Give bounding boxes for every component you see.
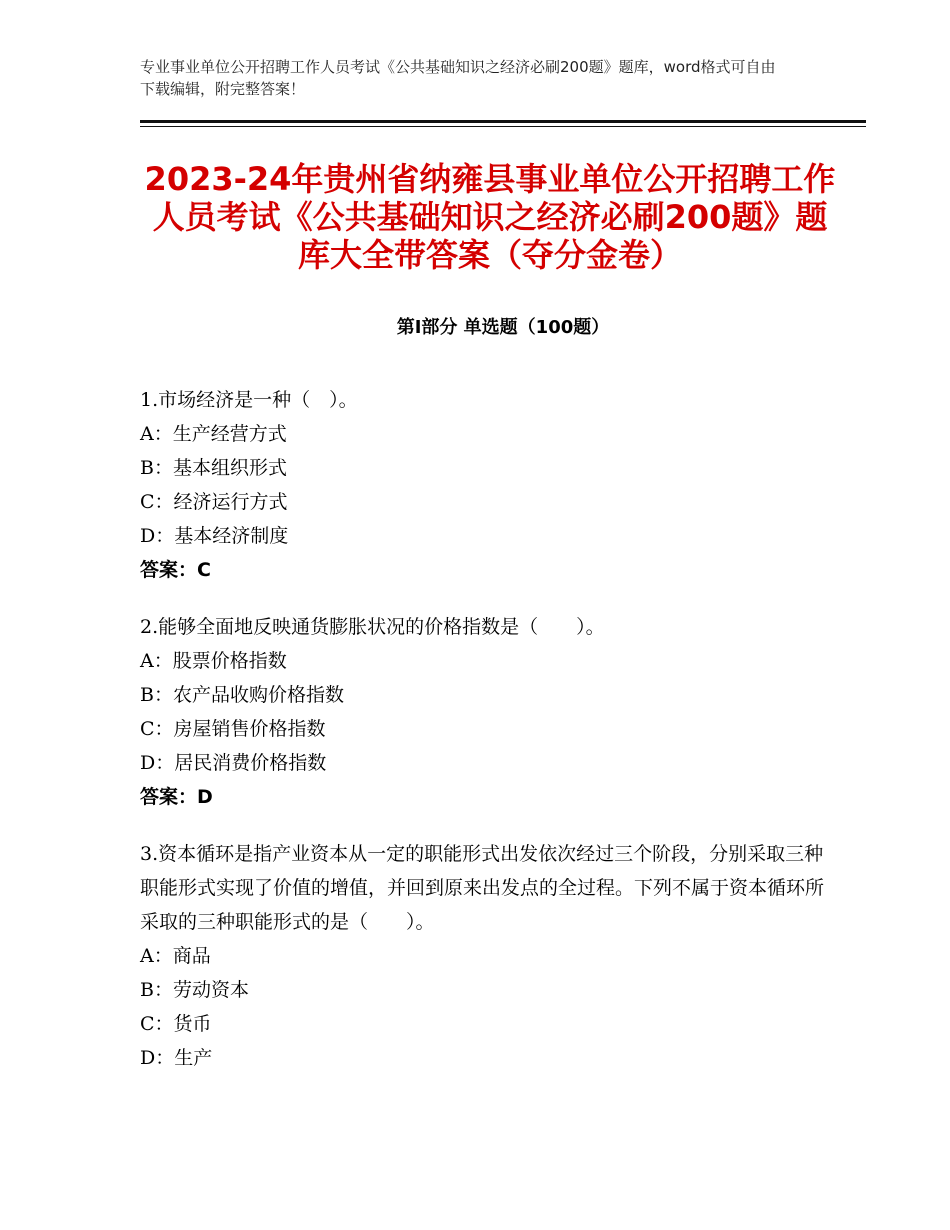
option-c: C：经济运行方式 xyxy=(140,491,288,513)
answer: 答案：C xyxy=(140,559,211,581)
question-2 xyxy=(140,610,840,814)
option-d: D：基本经济制度 xyxy=(140,525,289,547)
section-heading: 第Ⅰ部分 单选题（100题） xyxy=(396,317,610,338)
option-a: A：生产经营方式 xyxy=(140,423,287,445)
option-a: A：股票价格指数 xyxy=(140,650,287,672)
header-rule-thick xyxy=(140,120,866,123)
option-d: D：生产 xyxy=(140,1047,213,1069)
question-stem: 1.市场经济是一种（ ）。 xyxy=(140,389,358,411)
question-stem: 3.资本循环是指产业资本从一定的职能形式出发依次经过三个阶段，分别采取三种职能形式实现了价值的增值，并回到原来出发点的全过程。下列不属于资本循环所采取的三种职能形式的是（ ）。 xyxy=(140,843,825,933)
answer: 答案：D xyxy=(140,786,213,808)
question-list xyxy=(140,383,840,1098)
option-c: C：货币 xyxy=(140,1013,212,1035)
option-a: A：商品 xyxy=(140,945,211,967)
document-title: 2023-24年贵州省纳雍县事业单位公开招聘工作人员考试《公共基础知识之经济必刷200题》题库大全带答案（夺分金卷） xyxy=(144,160,836,274)
question-stem: 2.能够全面地反映通货膨胀状况的价格指数是（ ）。 xyxy=(140,616,605,638)
question-3 xyxy=(140,837,840,1075)
option-b: B：基本组织形式 xyxy=(140,457,287,479)
header-note: 专业事业单位公开招聘工作人员考试《公共基础知识之经济必刷200题》题库，word格式可自由下载编辑，附完整答案！ xyxy=(140,58,776,98)
option-b: B：劳动资本 xyxy=(140,979,249,1001)
option-b: B：农产品收购价格指数 xyxy=(140,684,344,706)
option-c: C：房屋销售价格指数 xyxy=(140,718,326,740)
header-rule-thin xyxy=(140,126,866,127)
option-d: D：居民消费价格指数 xyxy=(140,752,327,774)
question-1 xyxy=(140,383,840,587)
